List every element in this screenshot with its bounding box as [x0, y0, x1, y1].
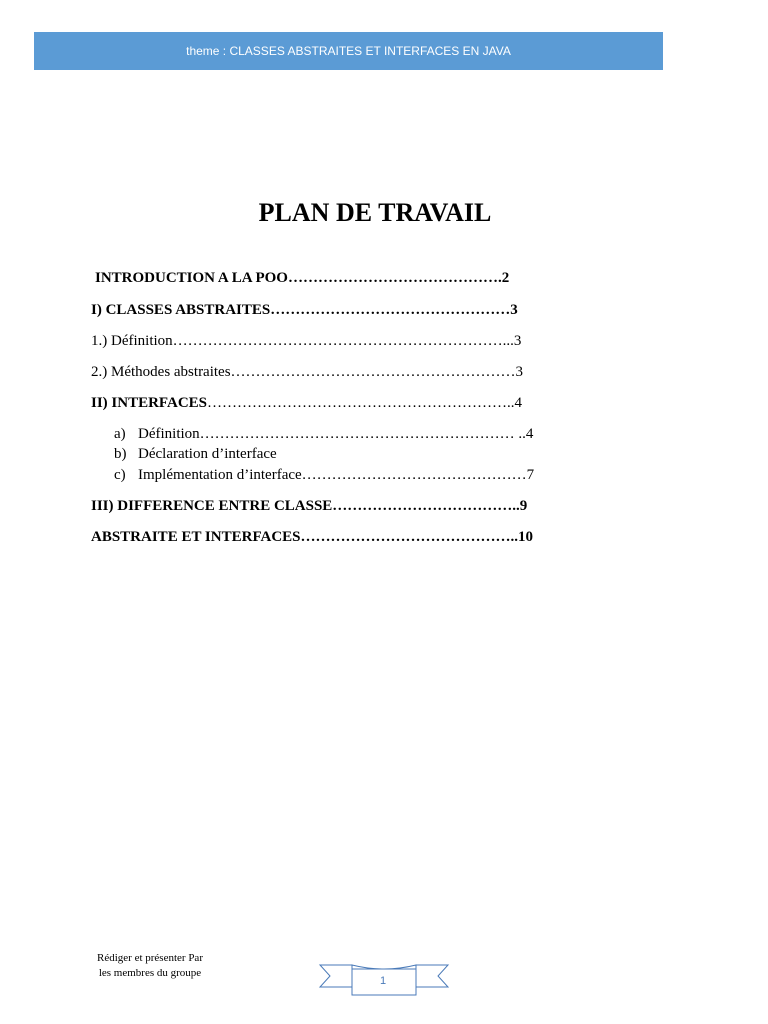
header-theme-bar: [34, 32, 663, 70]
toc-sub-c-text: Implémentation d’interface………………………………………7: [138, 467, 535, 483]
toc-section-2-dots: ……………………………………………………..4: [207, 395, 522, 411]
toc-introduction: INTRODUCTION A LA POO…………………………………….2: [95, 270, 510, 286]
page-title: PLAN DE TRAVAIL: [258, 198, 492, 227]
toc-section-3-continued: ABSTRAITE ET INTERFACES……………………………………..10: [91, 529, 534, 545]
page-number: 1: [379, 975, 387, 987]
toc-section-2-label: II) INTERFACES: [91, 395, 207, 411]
toc-item-1-2: 2.) Méthodes abstraites…………………………………………………3: [91, 364, 524, 380]
toc-sub-c: [114, 465, 534, 485]
toc-section-3: III) DIFFERENCE ENTRE CLASSE………………………………..9: [91, 498, 528, 514]
toc-sub-a: [114, 424, 533, 444]
toc-section-2: [91, 393, 522, 413]
toc-sub-a-text: Définition……………………………………………………… ..4: [138, 426, 534, 442]
toc-sub-b: [114, 444, 277, 464]
footer-note: [70, 951, 230, 981]
toc-item-1-1: 1.) Définition…………………………………………………………...3: [91, 333, 522, 349]
toc-sub-b-marker: b): [114, 446, 127, 462]
toc-sub-c-marker: c): [114, 467, 126, 483]
footer-note-line-2: les membres du groupe: [98, 967, 202, 979]
footer-note-line-1: Rédiger et présenter Par: [97, 952, 203, 964]
header-theme-text: theme : CLASSES ABSTRAITES ET INTERFACES EN JAVA: [186, 44, 511, 58]
toc-sub-b-text: Déclaration d’interface: [138, 446, 277, 462]
toc-section-1: I) CLASSES ABSTRAITES…………………………………………3: [91, 302, 518, 318]
toc-sub-a-marker: a): [114, 426, 126, 442]
